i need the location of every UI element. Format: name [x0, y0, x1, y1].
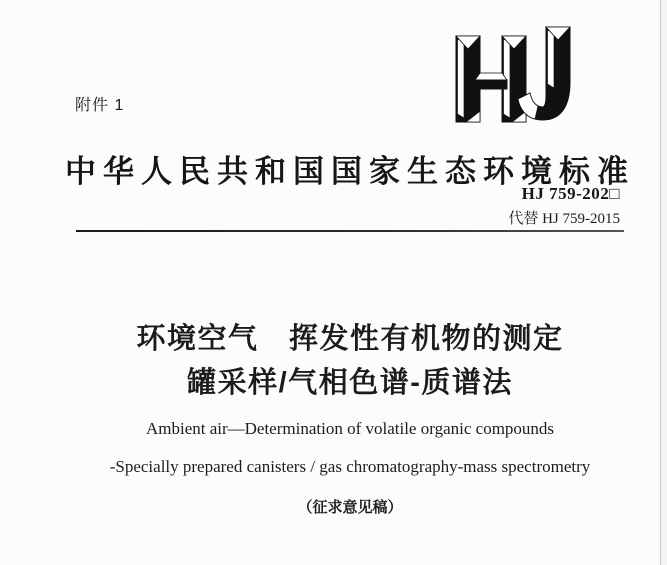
hj-logo-icon [452, 26, 592, 126]
attachment-label: 附件 1 [75, 97, 125, 114]
page-title: 中华人民共和国国家生态环境标准 [65, 154, 635, 189]
standard-title-en-line1: Ambient air—Determination of volatile organic compounds [145, 419, 555, 438]
replaces-note: 代替 HJ 759-2015 [508, 211, 620, 227]
standard-number: HJ 759-202□ [521, 184, 620, 203]
draft-status-label: （征求意见稿） [297, 499, 403, 516]
standard-title-cn-line1: 环境空气 挥发性有机物的测定 [136, 323, 564, 355]
scan-margin [661, 0, 667, 565]
hj-logo [452, 26, 592, 128]
standard-title-cn-line2: 罐采样/气相色谱-质谱法 [187, 367, 513, 399]
header-divider [76, 230, 624, 232]
standard-title-en-line2: -Specially prepared canisters / gas chromatography-mass spectrometry [109, 457, 591, 476]
